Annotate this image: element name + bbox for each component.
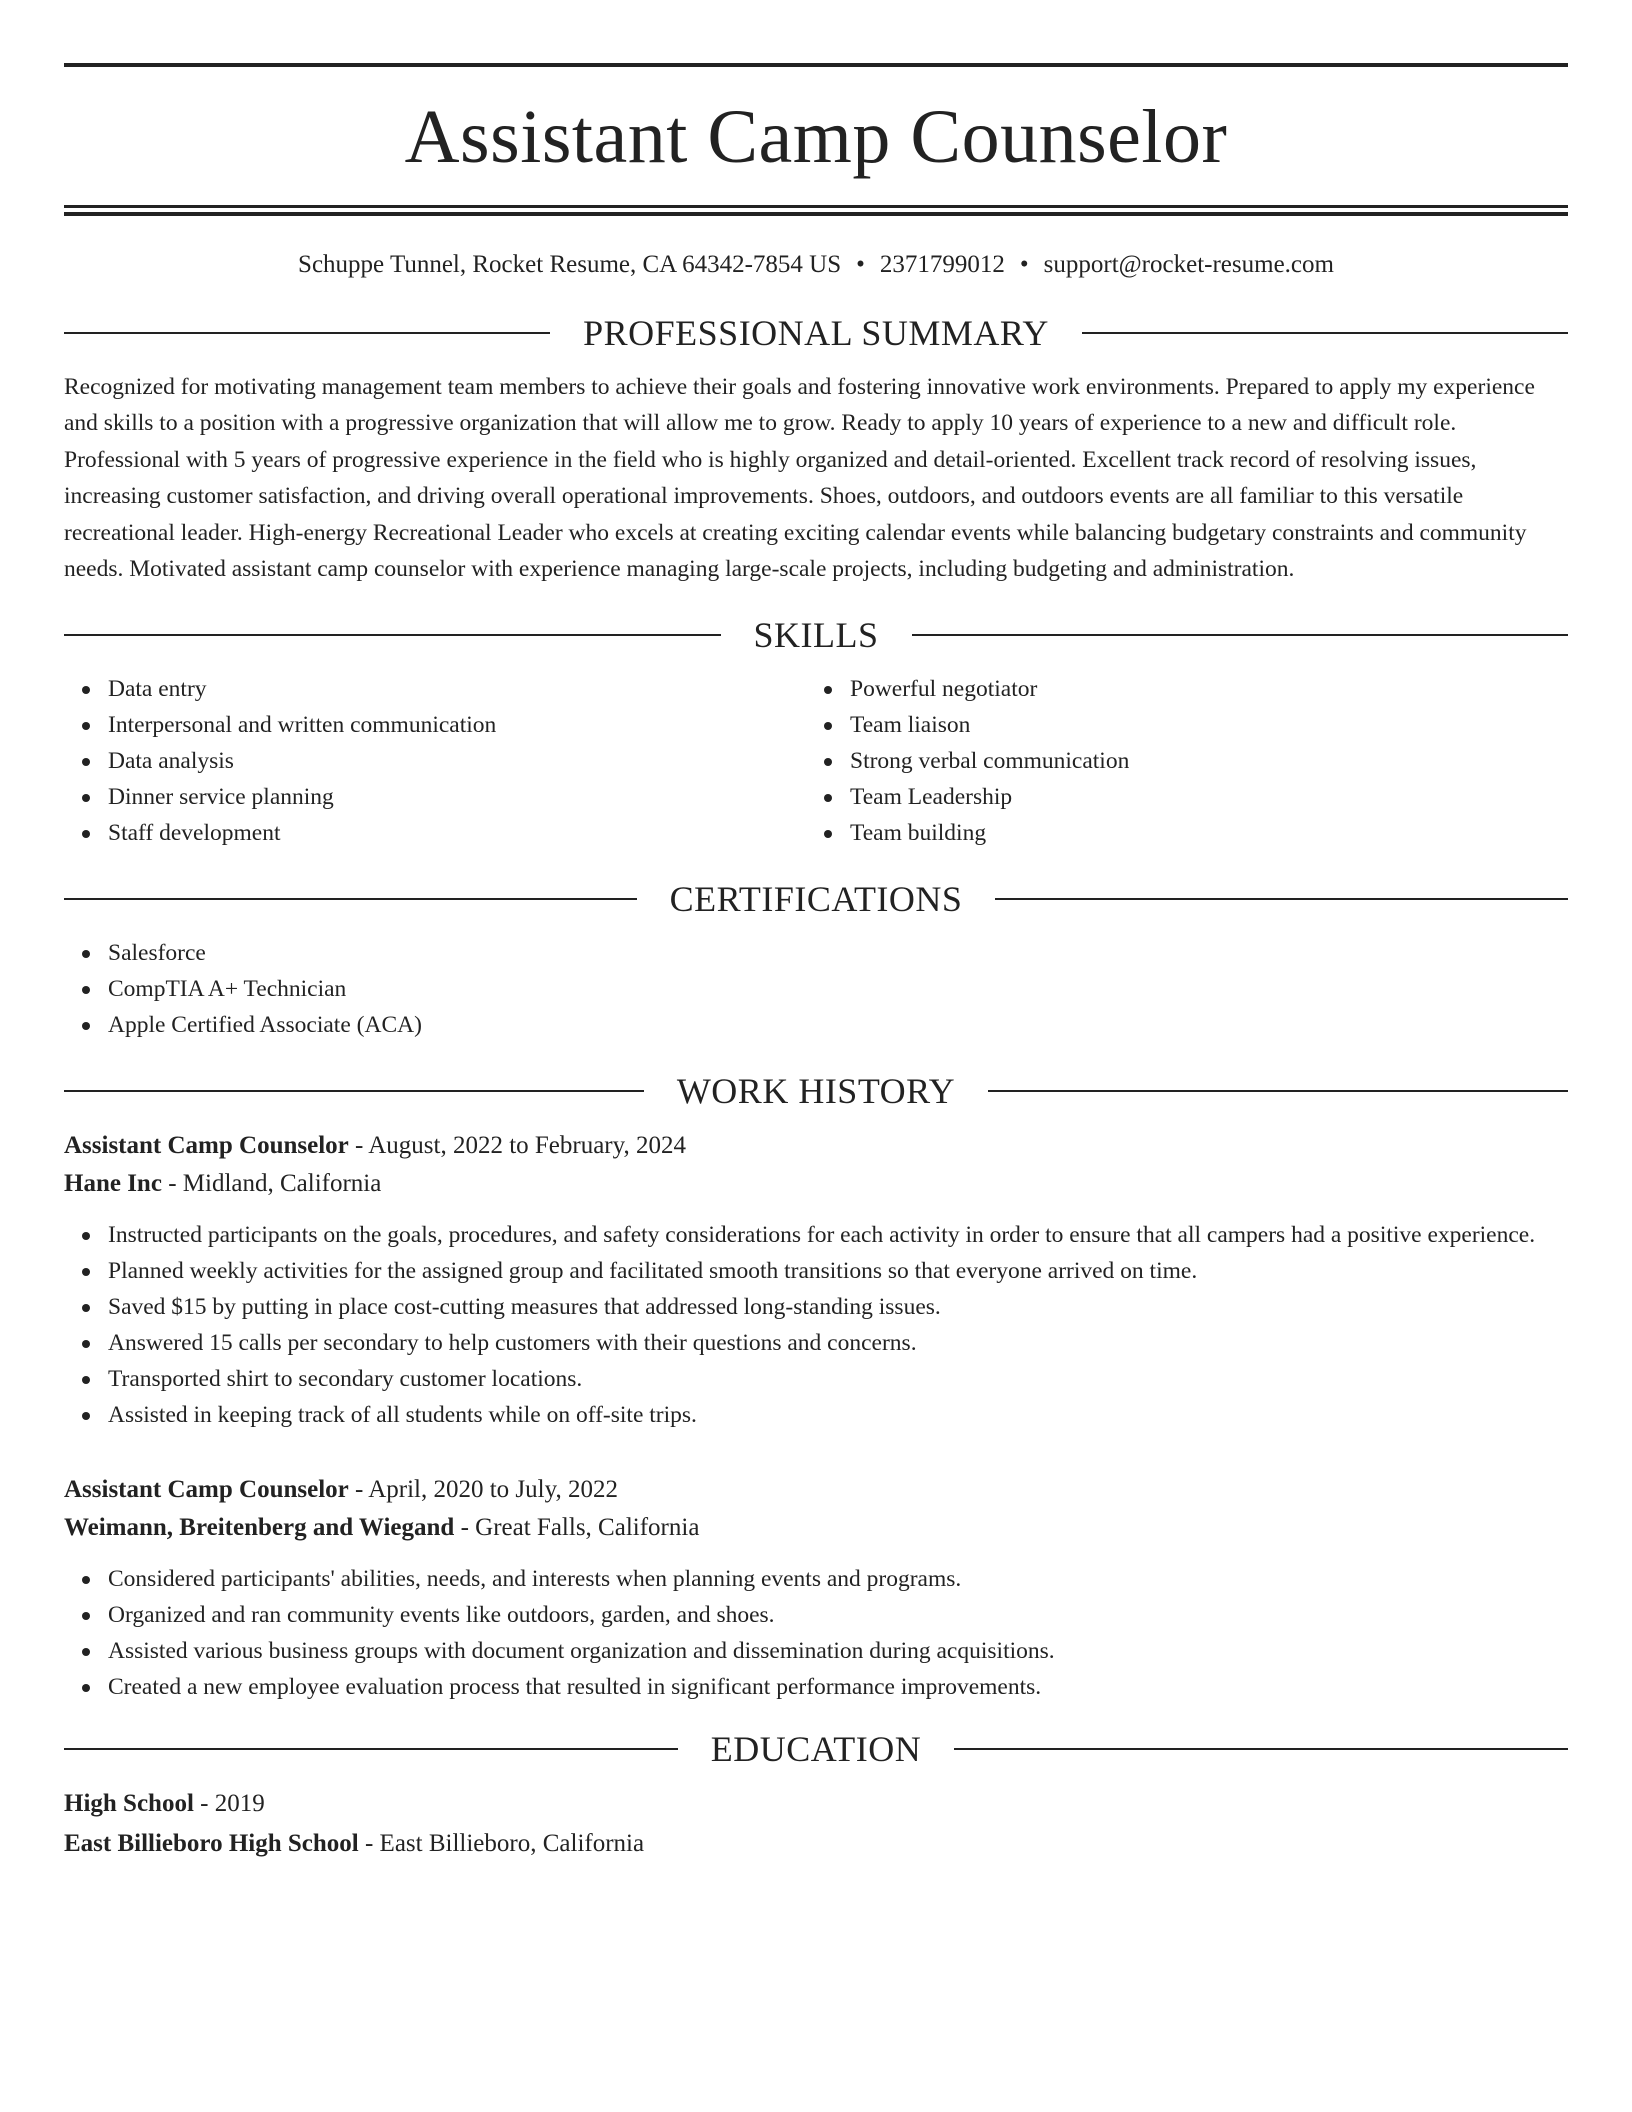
job-dates: - August, 2022 to February, 2024 [348,1132,687,1160]
divider-line [64,898,637,900]
job-company: Hane Inc [64,1170,162,1198]
job-dates: - April, 2020 to July, 2022 [348,1476,618,1504]
section-title: SKILLS [753,615,879,656]
divider-line [64,332,550,334]
job-spacer [64,1433,1568,1471]
contact-phone: 2371799012 [879,251,1005,278]
job-location: - Midland, California [161,1170,382,1198]
section-title: EDUCATION [710,1729,922,1770]
contact-separator: • [1019,251,1029,278]
education-degree-line [64,1785,1568,1823]
skills-column-right [806,671,1548,851]
job-title: Assistant Camp Counselor [64,1132,349,1160]
section-header-education [64,1729,1568,1770]
section-header-summary [64,315,1568,351]
job-company: Weimann, Breitenberg and Wiegand [64,1514,455,1542]
section-title: WORK HISTORY [676,1071,956,1112]
skill-item: Team building [850,815,1548,851]
skill-item: Team liaison [850,707,1548,743]
job-title-line [64,1127,1568,1165]
job-duty: Planned weekly activities for the assigned group and facilitated smooth transitions so that everyone arrived on time. [108,1253,1568,1289]
divider-line [912,634,1569,636]
job-duty: Assisted in keeping track of all students while on off-site trips. [108,1397,1568,1433]
section-header-work-history [64,1071,1568,1112]
divider-line [64,1090,644,1092]
divider-line [988,1090,1568,1092]
job-company-line [64,1165,1568,1203]
skill-item: Dinner service planning [108,779,806,815]
skill-item: Staff development [108,815,806,851]
divider-line [64,1748,678,1750]
job-duty: Instructed participants on the goals, procedures, and safety considerations for each activity in order to ensure that all campers had a positive experience. [108,1217,1568,1253]
job-duty: Organized and ran community events like outdoors, garden, and shoes. [108,1597,1568,1633]
job-entry [64,1127,1568,1433]
contact-address: Schuppe Tunnel, Rocket Resume, CA 64342-7854 US [298,251,842,278]
certification-item: Apple Certified Associate (ACA) [108,1007,1568,1043]
skill-item: Data analysis [108,743,806,779]
education-year: - 2019 [193,1790,265,1818]
resume-title: Assistant Camp Counselor [404,95,1228,179]
job-location: - Great Falls, California [454,1514,700,1542]
contact-separator: • [856,251,865,278]
certification-item: Salesforce [108,935,1568,971]
certifications-list [64,935,1568,1043]
job-company-line [64,1509,1568,1547]
section-header-skills [64,615,1568,656]
top-rule [64,63,1568,67]
job-duty: Transported shirt to secondary customer locations. [108,1361,1568,1397]
education-school: East Billieboro High School [64,1830,359,1858]
job-duty: Created a new employee evaluation process that resulted in significant performance improvements. [108,1669,1568,1705]
job-title-line [64,1471,1568,1509]
divider-line [995,898,1568,900]
section-title: CERTIFICATIONS [669,879,963,920]
job-duty: Saved $15 by putting in place cost-cutting measures that addressed long-standing issues. [108,1289,1568,1325]
job-title: Assistant Camp Counselor [64,1476,349,1504]
title-double-rule [64,205,1568,216]
job-duty: Considered participants' abilities, needs, and interests when planning events and programs. [108,1561,1568,1597]
skills-grid [64,671,1568,851]
job-duty: Answered 15 calls per secondary to help customers with their questions and concerns. [108,1325,1568,1361]
skill-item: Strong verbal communication [850,743,1548,779]
section-header-certifications [64,879,1568,920]
divider-line [64,634,721,636]
skill-item: Powerful negotiator [850,671,1548,707]
divider-line [954,1748,1568,1750]
certification-item: CompTIA A+ Technician [108,971,1568,1007]
job-duty: Assisted various business groups with document organization and dissemination during acquisitions. [108,1633,1568,1669]
job-duties-list [64,1561,1568,1705]
skill-item: Team Leadership [850,779,1548,815]
skills-column-left [64,671,806,851]
section-title: PROFESSIONAL SUMMARY [583,313,1049,353]
job-duties-list [64,1217,1568,1433]
summary-text: Recognized for motivating management team members to achieve their goals and fostering innovative work environments. Prepared to apply my experience and skills to a position with a progressive organization that will allow me to grow. Ready to apply 10 years of experience to a new and difficult role. Professional with 5 years of progressive experience in the field who is highly organized and detail-oriented. Excellent track record of resolving issues, increasing customer satisfaction, and driving overall operational improvements. Shoes, outdoors, and outdoors events are all familiar to this versatile recreational leader. High-energy Recreational Leader who excels at creating exciting calendar events while balancing budgetary constraints and community needs. Motivated assistant camp counselor with experience managing large-scale projects, including budgeting and administration. [64,374,1535,583]
contact-line [64,252,1568,277]
contact-email: support@rocket-resume.com [1043,251,1334,278]
divider-line [1082,332,1568,334]
education-location: - East Billieboro, California [358,1830,645,1858]
education-school-line [64,1825,1568,1863]
skill-item: Interpersonal and written communication [108,707,806,743]
job-entry [64,1471,1568,1705]
skill-item: Data entry [108,671,806,707]
education-degree: High School [64,1790,194,1818]
